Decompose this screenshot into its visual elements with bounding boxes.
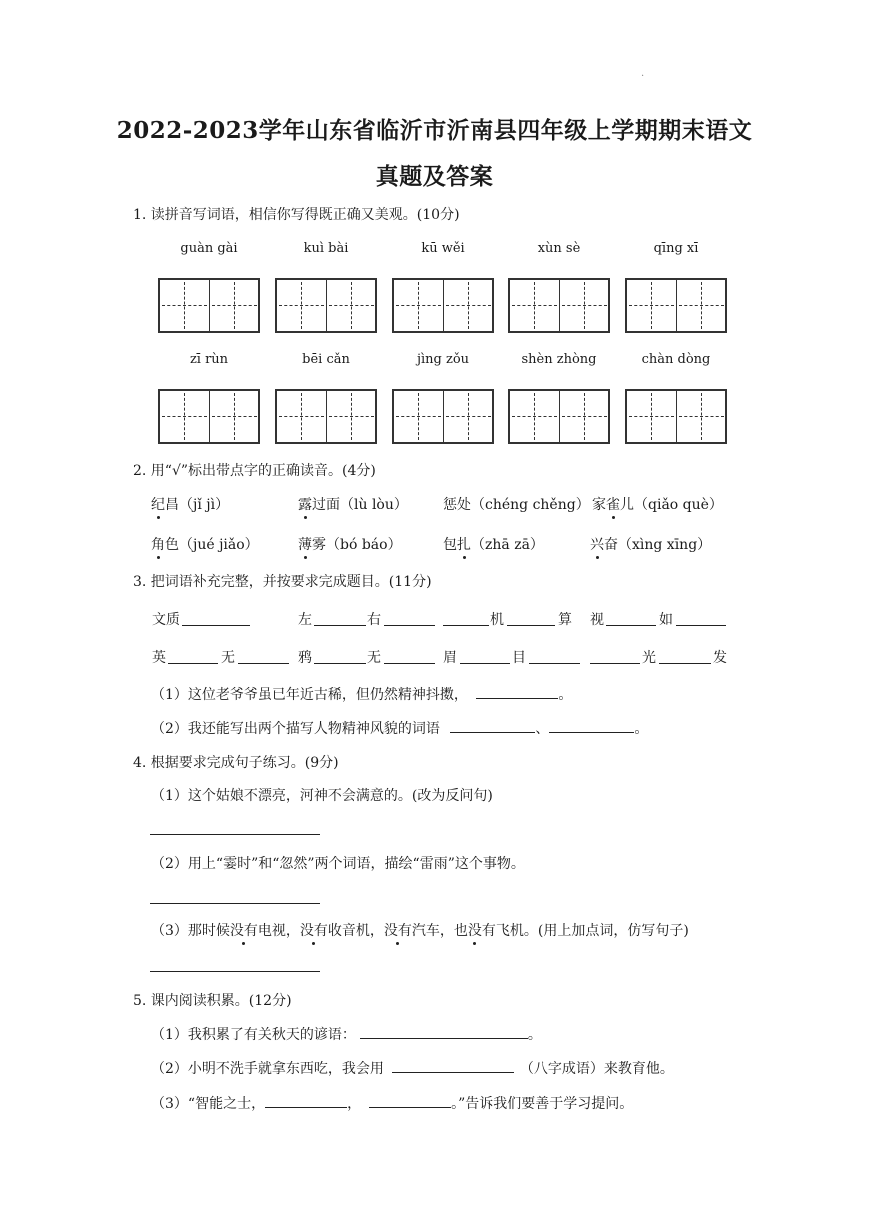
q5-sub1-text: （1）我积累了有关秋天的谚语： (151, 1027, 356, 1043)
q3-sub2-end: 。 (634, 721, 649, 737)
q5-sub3-sep: ， (347, 1096, 362, 1112)
q3-sub1 (151, 684, 572, 704)
guide-line (351, 282, 352, 329)
guide-line (651, 282, 652, 329)
q2-item-text: 雾（bó báo） (312, 537, 402, 553)
q1-writing-cell[interactable] (627, 280, 677, 331)
q1-writing-cell[interactable] (327, 391, 376, 442)
q2-item-text: 过面（lù lòu） (312, 497, 408, 513)
q3-word-text: 无 (221, 650, 235, 666)
q1-writing-cell[interactable] (444, 391, 493, 442)
q5-sub3-blank-2[interactable] (369, 1093, 451, 1108)
q1-writing-box[interactable] (275, 278, 377, 333)
q1-writing-box[interactable] (625, 278, 727, 333)
q5-sub3-end: 。”告诉我们要善于学习提问。 (451, 1096, 634, 1112)
q1-writing-cell[interactable] (560, 391, 609, 442)
guide-line (584, 282, 585, 329)
q2-item-text: 奋（xìng xīng） (604, 537, 712, 553)
q2-dotted-char: 角 (151, 534, 165, 554)
q3-word-text: 文质 (152, 612, 180, 628)
guide-line (418, 282, 419, 329)
q3-blank[interactable] (460, 649, 510, 664)
q3-sub2-blank-2[interactable] (549, 718, 634, 733)
q5-sub1-blank[interactable] (360, 1024, 528, 1039)
q2-item-text: 昌（jǐ jì） (165, 497, 230, 513)
q3-word-text: 眉 (443, 650, 457, 666)
guide-line (584, 393, 585, 440)
q3-word-text: 英 (152, 650, 166, 666)
q2-item[interactable] (443, 534, 544, 554)
q5-sub2 (151, 1058, 674, 1078)
q3-word-text: 机 (490, 612, 504, 628)
q1-writing-cell[interactable] (677, 280, 726, 331)
q3-word-text: 左 (298, 612, 312, 628)
q3-blank[interactable] (384, 649, 435, 664)
guide-line (301, 282, 302, 329)
guide-line (651, 393, 652, 440)
q4-sub2: （2）用上“霎时”和“忽然”两个词语，描绘“雷雨”这个事物。 (151, 856, 525, 872)
guide-line (701, 393, 702, 440)
q4-sub3-text: 飞机。(用上加点词，仿写句子) (495, 923, 689, 939)
q2-item[interactable] (298, 494, 408, 514)
q4-answer-line-3[interactable] (150, 971, 320, 972)
q2-item-text: 包 (443, 537, 457, 553)
q5-heading: 5. 课内阅读积累。(12分) (133, 993, 292, 1009)
q2-dotted-char: 扎 (457, 534, 471, 554)
q3-blank[interactable] (590, 649, 640, 664)
q1-writing-box[interactable] (392, 389, 494, 444)
q2-dotted-char: 雀 (606, 494, 620, 514)
q3-blank[interactable] (182, 611, 250, 626)
q1-writing-box[interactable] (508, 278, 610, 333)
q1-writing-cell[interactable] (444, 280, 493, 331)
q4-sub3-text: 电视， (257, 923, 300, 939)
q4-dotted-word: 没有 (300, 920, 328, 940)
q3-word-text: 视 (590, 612, 604, 628)
q4-answer-line-2[interactable] (150, 903, 320, 904)
q3-word-text: 光 (642, 650, 656, 666)
q1-writing-cell[interactable] (160, 391, 210, 442)
q2-item-text: 家 (592, 497, 606, 513)
q4-heading: 4. 根据要求完成句子练习。(9分) (133, 755, 339, 771)
q2-item[interactable] (151, 534, 259, 554)
q3-sub2 (151, 718, 648, 738)
q4-sub3 (151, 920, 689, 940)
q5-sub2-text: （2）小明不洗手就拿东西吃，我会用 (151, 1061, 384, 1077)
q1-writing-box[interactable] (158, 278, 260, 333)
q4-sub3-text: （3）那时候 (151, 923, 230, 939)
q3-word-text: 无 (367, 650, 381, 666)
q2-item-text: 色（jué jiǎo） (165, 537, 259, 553)
q2-item-text: （zhā zā） (471, 537, 544, 553)
guide-line (184, 393, 185, 440)
q3-heading: 3. 把词语补充完整，并按要求完成题目。(11分) (133, 574, 432, 590)
q3-word-text: 右 (367, 612, 381, 628)
q1-writing-cell[interactable] (277, 391, 327, 442)
guide-line (351, 393, 352, 440)
q2-dotted-char: 薄 (298, 534, 312, 554)
q4-sub1: （1）这个姑娘不漂亮，河神不会满意的。(改为反问句) (151, 788, 493, 804)
q3-sub2-text: （2）我还能写出两个描写人物精神风貌的词语 (151, 721, 440, 737)
q4-dotted-word: 没有 (230, 920, 258, 940)
q3-word-text: 算 (558, 612, 572, 628)
q1-pinyin: chàn dòng (641, 352, 711, 367)
q3-blank[interactable] (314, 649, 366, 664)
q2-item[interactable] (592, 494, 723, 514)
q3-sub1-text: （1）这位老爷爷虽已年近古稀，但仍然精神抖擞， (151, 687, 468, 703)
q1-pinyin: qīng xī (653, 241, 699, 256)
q1-writing-cell[interactable] (677, 391, 726, 442)
header-dot: . (641, 68, 645, 79)
q3-blank[interactable] (168, 649, 218, 664)
q3-blank[interactable] (507, 611, 555, 626)
guide-line (468, 393, 469, 440)
guide-line (534, 282, 535, 329)
q3-sub1-blank[interactable] (476, 684, 558, 699)
q1-writing-box[interactable] (158, 389, 260, 444)
q1-heading: 1. 读拼音写词语，相信你写得既正确又美观。(10分) (133, 207, 460, 223)
q1-pinyin: kuì bài (303, 241, 349, 256)
q3-blank[interactable] (659, 649, 711, 664)
q5-sub1-end: 。 (527, 1027, 542, 1043)
q5-sub3-text: （3）“智能之士， (151, 1096, 266, 1112)
q1-pinyin: zī rùn (189, 352, 229, 367)
q3-blank[interactable] (529, 649, 580, 664)
q1-writing-cell[interactable] (210, 391, 259, 442)
q3-word-text: 目 (512, 650, 526, 666)
guide-line (234, 282, 235, 329)
q1-pinyin: kū wěi (421, 241, 465, 256)
q4-answer-line-1[interactable] (150, 834, 320, 835)
guide-line (184, 282, 185, 329)
q1-pinyin: shèn zhòng (521, 352, 597, 367)
q3-blank[interactable] (238, 649, 289, 664)
q3-word-text: 如 (659, 612, 673, 628)
guide-line (301, 393, 302, 440)
page-title: 2022-2023学年山东省临沂市沂南县四年级上学期期末语文 (116, 117, 753, 144)
q1-writing-box[interactable] (508, 389, 610, 444)
guide-line (468, 282, 469, 329)
q2-dotted-char: 纪 (151, 494, 165, 514)
guide-line (701, 282, 702, 329)
q1-pinyin: jìng zǒu (416, 352, 470, 367)
q3-word-text: 鸦 (298, 650, 312, 666)
q1-pinyin: xùn sè (537, 241, 581, 256)
q2-item[interactable] (151, 494, 229, 514)
q1-writing-cell[interactable] (277, 280, 327, 331)
q3-blank[interactable] (314, 611, 366, 626)
q3-sub2-blank-1[interactable] (450, 718, 535, 733)
q1-writing-box[interactable] (275, 389, 377, 444)
guide-line (234, 393, 235, 440)
q1-pinyin: guàn gài (180, 241, 238, 256)
q3-blank[interactable] (676, 611, 726, 626)
guide-line (418, 393, 419, 440)
q1-writing-box[interactable] (392, 278, 494, 333)
q1-writing-cell[interactable] (510, 280, 560, 331)
q1-writing-cell[interactable] (394, 391, 444, 442)
q1-writing-box[interactable] (625, 389, 727, 444)
q2-item-text: 儿（qiǎo què） (620, 497, 723, 513)
q4-dotted-word: 没有 (384, 920, 412, 940)
q3-blank[interactable] (606, 611, 656, 626)
q2-item[interactable] (443, 494, 590, 514)
q3-sub1-end: 。 (558, 687, 573, 703)
q3-blank[interactable] (384, 611, 435, 626)
q1-writing-cell[interactable] (210, 280, 259, 331)
q4-sub3-text: 收音机， (327, 923, 384, 939)
q5-sub2-end: （八字成语）来教育他。 (519, 1061, 674, 1077)
page-title-line2: 真题及答案 (375, 163, 494, 190)
q5-sub3-blank-1[interactable] (265, 1093, 347, 1108)
q2-item[interactable] (590, 534, 711, 554)
q3-blank[interactable] (443, 611, 489, 626)
q5-sub1 (151, 1024, 542, 1044)
q1-writing-cell[interactable] (327, 280, 376, 331)
q2-item-text: 处（chéng chěng） (457, 497, 590, 513)
q2-item-text: 惩 (443, 497, 457, 513)
q4-dotted-word: 也没有 (454, 920, 496, 940)
q1-writing-cell[interactable] (510, 391, 560, 442)
q1-writing-cell[interactable] (560, 280, 609, 331)
q1-writing-cell[interactable] (394, 280, 444, 331)
q2-dotted-char: 露 (298, 494, 312, 514)
q1-writing-cell[interactable] (627, 391, 677, 442)
q2-item[interactable] (298, 534, 402, 554)
guide-line (534, 393, 535, 440)
q4-sub3-text: 汽车， (411, 923, 454, 939)
q3-word-text: 发 (713, 650, 727, 666)
q3-sub2-sep: 、 (535, 721, 550, 737)
q2-heading: 2. 用“√”标出带点字的正确读音。(4分) (133, 463, 376, 479)
q5-sub2-blank[interactable] (392, 1058, 514, 1073)
q1-pinyin: bēi cǎn (302, 352, 350, 367)
q2-dotted-char: 兴 (590, 534, 604, 554)
q5-sub3 (151, 1093, 633, 1113)
q1-writing-cell[interactable] (160, 280, 210, 331)
